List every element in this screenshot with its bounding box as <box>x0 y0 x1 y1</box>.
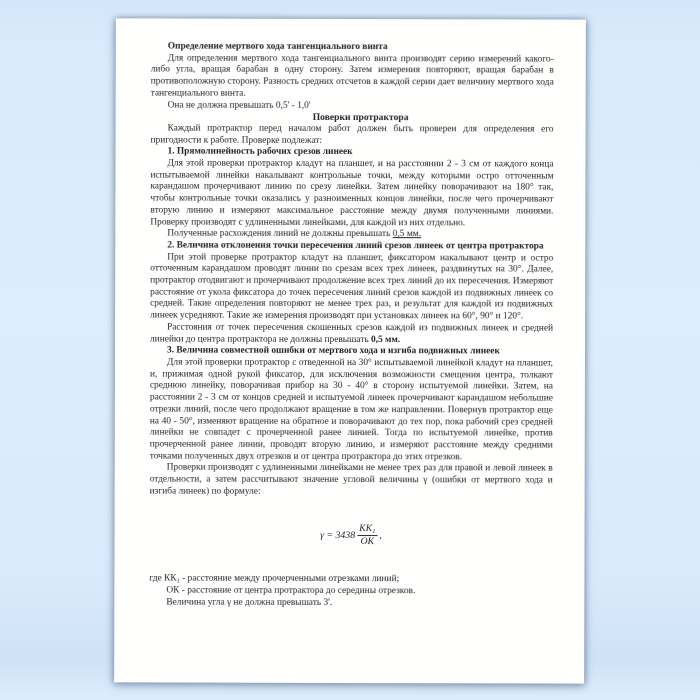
scanned-document-page <box>114 18 586 683</box>
formula-fraction <box>357 524 377 547</box>
para-check2-result <box>150 322 553 346</box>
formula-numerator-main: KK <box>359 523 373 535</box>
formula-numerator-sub: 1 <box>372 528 376 536</box>
para-dead-run-description: Для определения мертвого хода тангенциального винта производят серию измерений какого-либо угла, вращая барабан в одну сторону. Затем измерения повторяют, вращая барабан в противоположную сторону. Разность средних отсчетов в каждой серии дает величину мертвого хода тангенциального винта. <box>150 53 554 99</box>
para-dead-run-limit: Она не должна превышать 0,5' - 1,0' <box>167 100 311 111</box>
formula-lhs: γ = 3438 <box>320 530 356 542</box>
heading-check1: 1. Прямолинейность рабочих срезов линеек <box>167 146 353 158</box>
gamma-formula <box>149 524 552 548</box>
para-check1-body: Для этой проверки протрактор кладут на планшет, и на расстоянии 2 - 3 см от каждого конца испытываемой линейки накалывают контрольные точки, между которыми остро отточенным карандашом прочерчивают линию по срезу линейки. Затем линейку поворачивают на 180° так, чтобы контрольные точки оказались у разноименных концов линейки, после чего прочерчивают вторую линию и измеряют максимальное расстояние между двумя полученными линиями. Проверку производят с удлиненными линейками, для каждой из них отдельно. <box>150 158 554 228</box>
para-check3-body: Для этой проверки протрактор с отведенной на 30° испытываемой линейкой кладут на планшет, и, прижимая одной рукой фиксатор, для исключения возможности смещения центра, толкают среднюю линейку, поворачивая прибор на 30 - 40° в сторону испытуемой линейки. Затем, на расстоянии 2 - 3 см от концов средней и испытуемой линеек прочерчивают карандашом небольшие отрезки линий, после чего продолжают вращение в том же направлении. Повернув протрактор еще на 40 - 50°, изменяют вращение на обратное и поворачивают до тех пор, пока рабочий срез средней линейки не совпадет с прочерченной ранее линией. Тогда по испытуемой линейке, против прочерченной ранее линии, проводят вторую линию, и измеряют расстояние между средними точками полученных двух отрезков и от центра протрактора до этих отрезков. <box>149 357 553 462</box>
para-check3-procedure: Проверки производят с удлиненными линейками не менее трех раз для правой и левой линеек в отдельности, а затем рассчитывают значение угловой величины γ (ошибки от мертвого хода и изгиба линеек) по формуле: <box>149 462 553 497</box>
formula-definitions <box>149 574 552 610</box>
check1-result-text: Полученные расхождения линий не должны превышать <box>167 228 393 240</box>
check1-result-limit: 0,5 мм. <box>392 229 421 240</box>
definition-gamma-limit: Величина угла γ не должна превышать 3'. <box>166 597 333 608</box>
heading-check3: 3. Величина совместной ошибки от мертвого хода и изгиба подвижных линеек <box>166 345 500 357</box>
check2-result-text: Расстояния от точек пересечения скошенных срезов каждой из подвижных линеек и средней линейки до центра протрактора не должны превышать <box>150 322 554 345</box>
definition-kk1-pre: где КК <box>149 573 177 584</box>
check2-result-limit: 0,5 мм. <box>370 334 401 345</box>
para-check1-result <box>150 229 553 242</box>
formula-denominator: OK <box>360 535 375 547</box>
document-text-area <box>114 18 586 610</box>
formula-numerator <box>357 524 377 536</box>
heading-check2: 2. Величина отклонения точки пересечения линий срезов линеек от центра протрактора <box>167 240 544 252</box>
definition-kk1-post: - расстояние между прочерченными отрезками линий; <box>179 573 400 585</box>
formula-tail: , <box>379 530 382 542</box>
heading-dead-run-tangent-screw: Определение мертвого хода тангенциального винта <box>167 41 388 53</box>
definition-ok: ОК - расстояние от центра протрактора до середины отрезков. <box>166 585 416 597</box>
para-intro: Каждый протрактор перед началом работ должен быть проверен для определения его пригодности к работе. Проверке подлежат: <box>150 123 554 146</box>
heading-protractor-checks: Поверки протрактора <box>312 112 409 124</box>
definition-kk1-sub: 1 <box>176 577 180 585</box>
para-check2-body: При этой проверке протрактор кладут на планшет, фиксатором накалывают центр и остро отточенным карандашом проводят линии по срезам всех трех линеек, раздвинутых на 30°. Далее, протрактор отодвигают и прочерчивают продолжение всех трех линий до их пересечения. Измеряют расстояние от укола фиксатора до точек пересечения линий срезов каждой из подвижных линеек со средней. Такие определения повторяют не менее трех раз, и результат для каждой из подвижных линеек усредняют. Такие же измерения производят при установках линеек на 60°, 90° и 120°. <box>150 252 554 322</box>
definition-kk1 <box>149 574 552 587</box>
